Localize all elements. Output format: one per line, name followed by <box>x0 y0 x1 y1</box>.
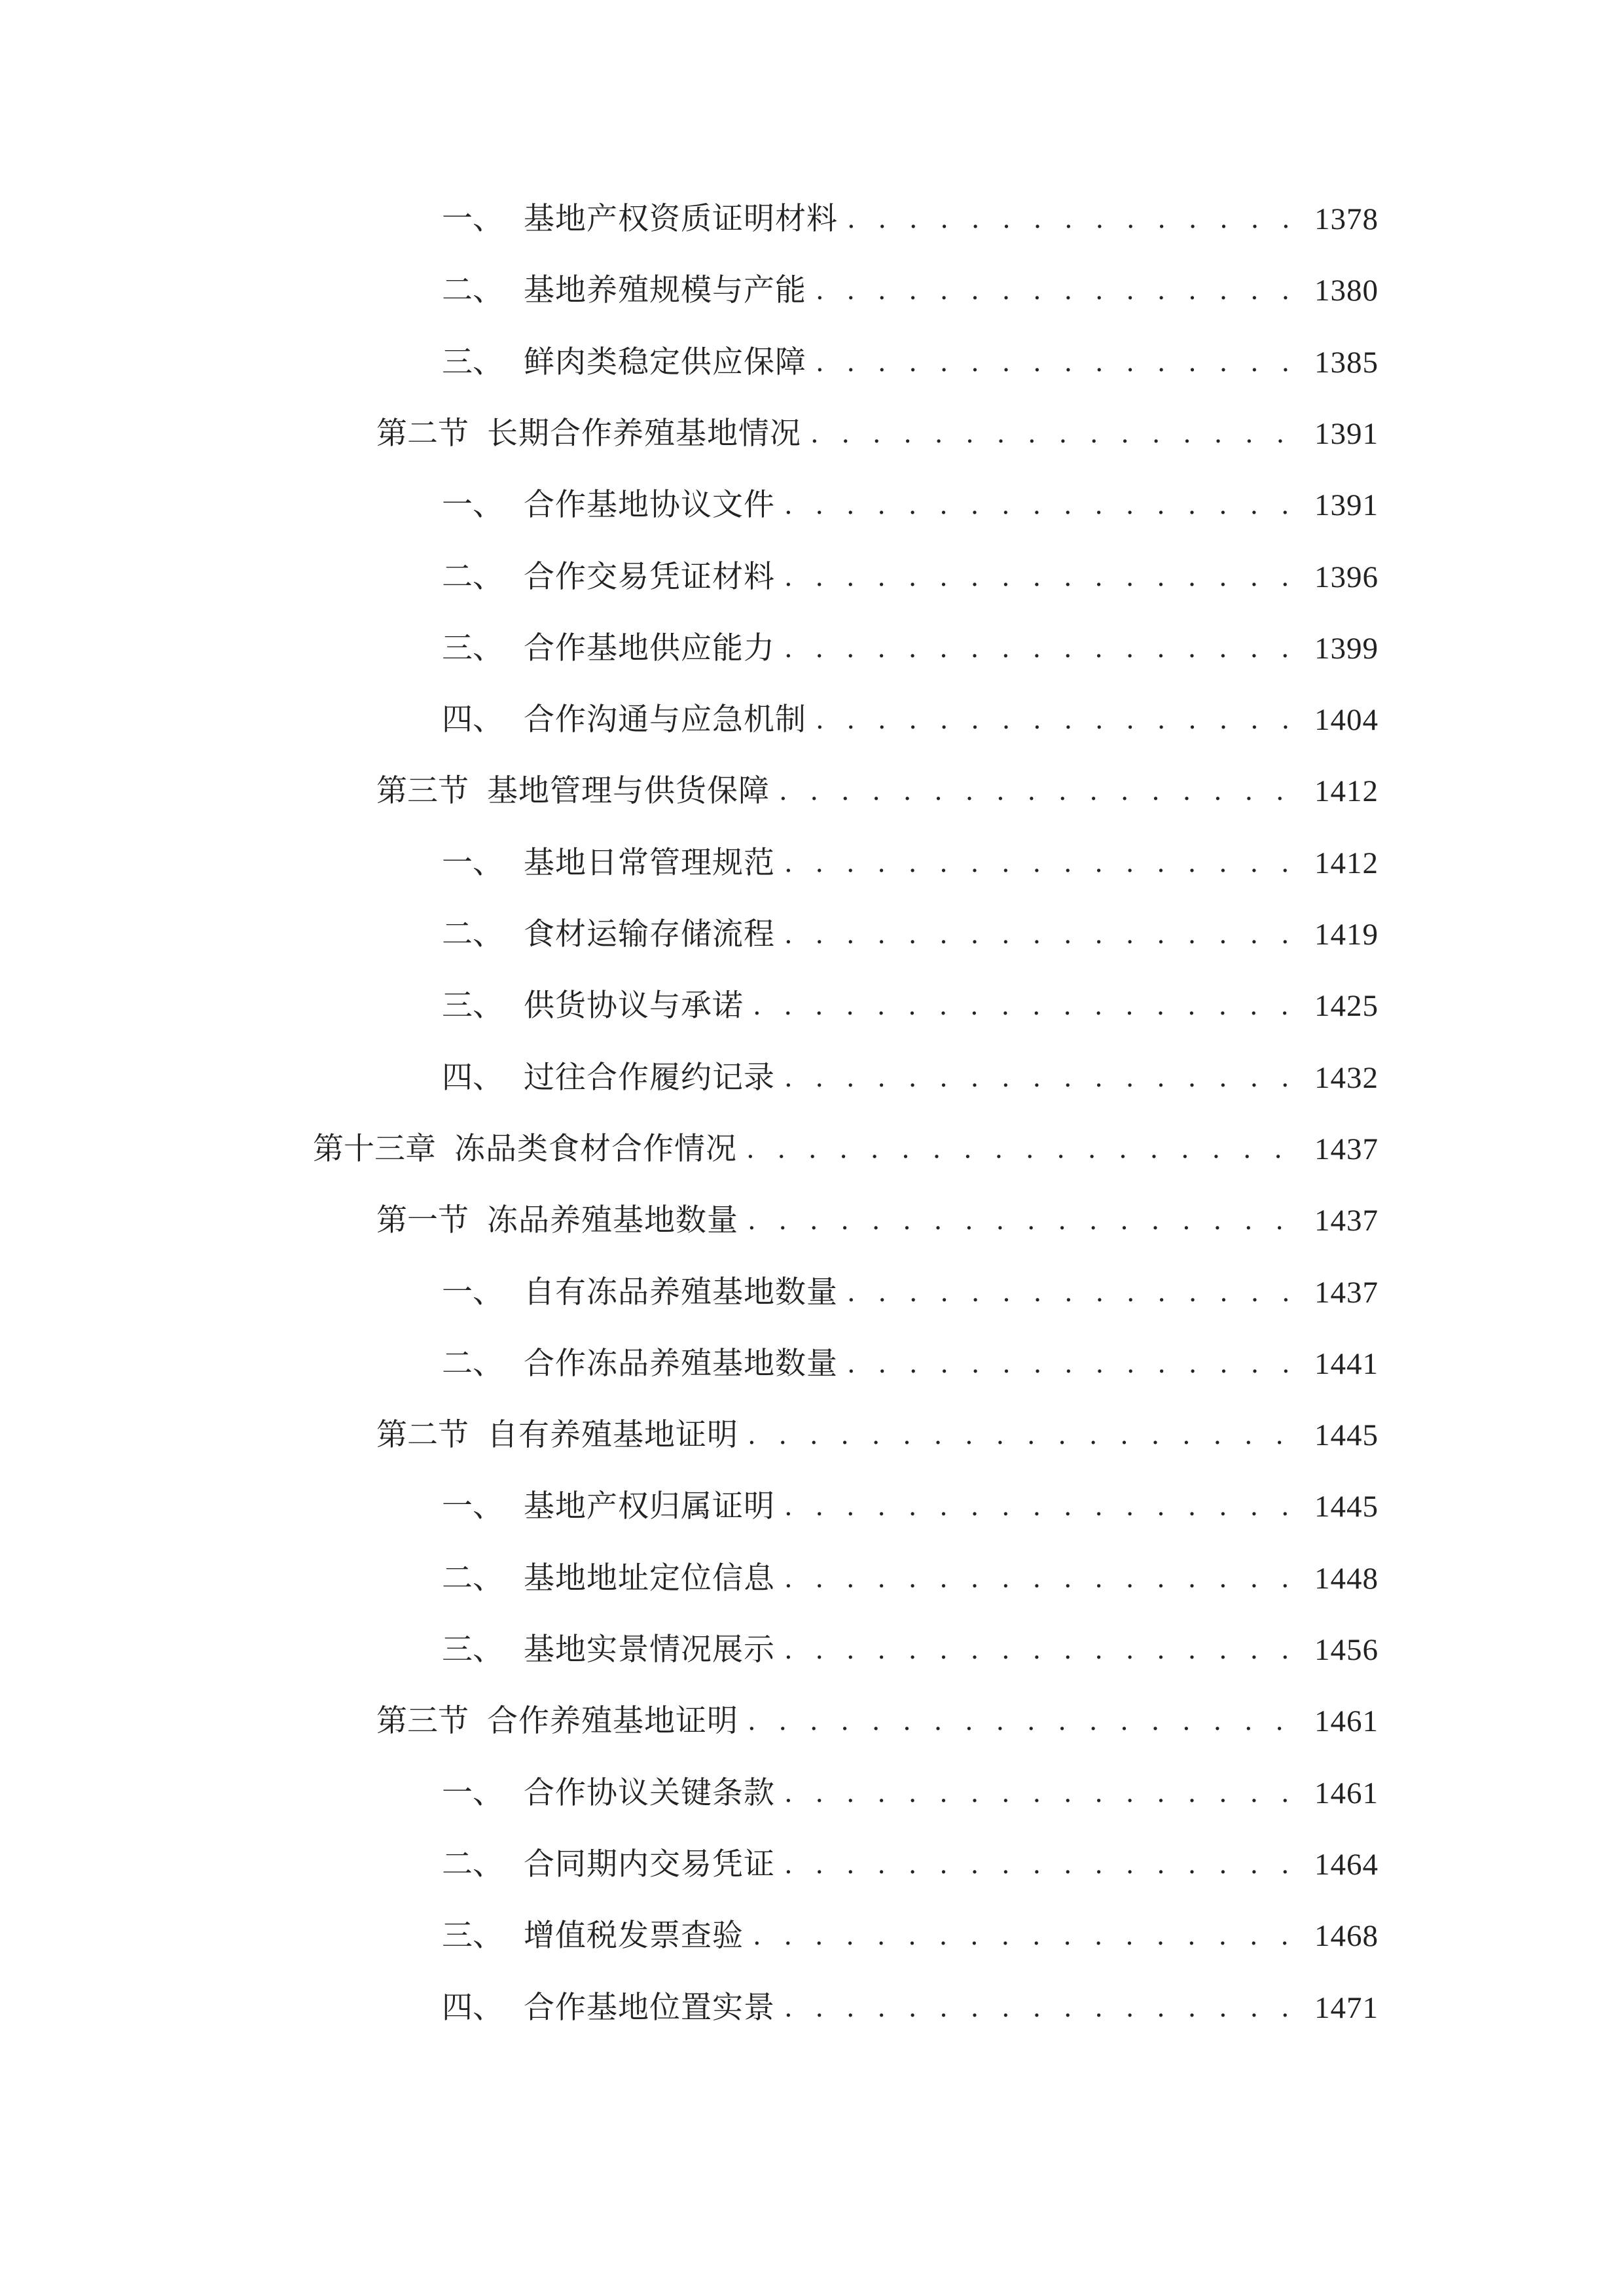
toc-entry-title: 增值税发票查验 <box>524 1918 744 1954</box>
toc-entry-title: 长期合作养殖基地情况 <box>487 416 801 452</box>
toc-dot-leader <box>816 694 1303 746</box>
toc-entry-marker: 一、 <box>442 201 503 237</box>
toc-entry-title: 冻品类食材合作情况 <box>454 1131 737 1167</box>
toc-dot-leader <box>784 622 1303 675</box>
toc-entry-title: 合同期内交易凭证 <box>524 1846 775 1882</box>
toc-entry-page-number: 1464 <box>1314 1848 1379 1882</box>
toc-entry-marker: 第一节 <box>376 1202 469 1238</box>
toc-entry-page-number: 1391 <box>1314 488 1379 522</box>
toc-dot-leader <box>753 980 1303 1032</box>
toc-entry-title: 自有养殖基地证明 <box>487 1417 738 1453</box>
toc-entry-page-number: 1461 <box>1314 1704 1379 1738</box>
toc-entry[interactable] <box>442 551 1379 603</box>
toc-entry[interactable] <box>442 1480 1379 1533</box>
toc-entry[interactable] <box>313 1123 1379 1175</box>
toc-entry-page-number: 1404 <box>1314 703 1379 737</box>
toc-entry[interactable] <box>442 1839 1379 1891</box>
toc-entry-page-number: 1468 <box>1314 1919 1379 1953</box>
toc-entry-title: 合作协议关键条款 <box>524 1775 775 1811</box>
toc-entry[interactable] <box>442 1052 1379 1104</box>
toc-entry-marker: 二、 <box>442 559 503 595</box>
toc-entry[interactable] <box>442 980 1379 1032</box>
toc-entry-marker: 第十三章 <box>313 1131 436 1167</box>
toc-entry-marker: 三、 <box>442 1918 503 1954</box>
toc-entry-title: 合作沟通与应急机制 <box>524 702 806 738</box>
toc-dot-leader <box>784 551 1303 603</box>
toc-entry-page-number: 1425 <box>1314 989 1379 1023</box>
toc-entry-marker: 三、 <box>442 344 503 380</box>
toc-entry-page-number: 1396 <box>1314 560 1379 594</box>
toc-entry-marker: 第三节 <box>376 773 469 809</box>
toc-entry-title: 基地产权归属证明 <box>524 1488 775 1524</box>
toc-entry[interactable] <box>376 1194 1379 1247</box>
toc-entry-title: 过往合作履约记录 <box>524 1060 775 1096</box>
toc-dot-leader <box>779 765 1303 817</box>
toc-entry-marker: 第三节 <box>376 1703 469 1739</box>
toc-entry[interactable] <box>442 908 1379 961</box>
toc-entry[interactable] <box>442 622 1379 675</box>
toc-entry-page-number: 1432 <box>1314 1061 1379 1095</box>
toc-entry[interactable] <box>442 1338 1379 1390</box>
toc-dot-leader <box>784 1767 1303 1820</box>
toc-dot-leader <box>784 1624 1303 1676</box>
toc-entry-page-number: 1385 <box>1314 346 1379 380</box>
toc-dot-leader <box>753 1910 1303 1962</box>
toc-entry-marker: 一、 <box>442 1274 503 1310</box>
toc-entry-page-number: 1437 <box>1314 1204 1379 1238</box>
toc-dot-leader <box>784 1839 1303 1891</box>
toc-entry[interactable] <box>442 1767 1379 1820</box>
toc-entry[interactable] <box>442 1266 1379 1319</box>
toc-dot-leader <box>748 1194 1303 1247</box>
toc-entry-marker: 一、 <box>442 1488 503 1524</box>
toc-dot-leader <box>784 1480 1303 1533</box>
toc-entry-title: 基地实景情况展示 <box>524 1632 775 1668</box>
toc-entry-title: 基地产权资质证明材料 <box>524 201 838 237</box>
toc-entry-title: 冻品养殖基地数量 <box>487 1202 738 1238</box>
toc-entry-title: 合作养殖基地证明 <box>487 1703 738 1739</box>
toc-entry-page-number: 1437 <box>1314 1132 1379 1166</box>
toc-dot-leader <box>816 336 1303 389</box>
toc-entry[interactable] <box>442 479 1379 531</box>
toc-dot-leader <box>748 1409 1303 1462</box>
toc-entry-title: 基地地址定位信息 <box>524 1560 775 1596</box>
toc-dot-leader <box>847 193 1303 245</box>
toc-entry-marker: 一、 <box>442 487 503 523</box>
toc-entry-marker: 二、 <box>442 1846 503 1882</box>
toc-entry-page-number: 1437 <box>1314 1276 1379 1310</box>
toc-entry-title: 合作基地供应能力 <box>524 630 775 666</box>
toc-entry-page-number: 1445 <box>1314 1418 1379 1452</box>
toc-entry[interactable] <box>442 264 1379 317</box>
toc-dot-leader <box>847 1266 1303 1319</box>
toc-entry-page-number: 1456 <box>1314 1633 1379 1667</box>
toc-entry-page-number: 1441 <box>1314 1347 1379 1381</box>
toc-entry-page-number: 1380 <box>1314 274 1379 308</box>
toc-entry-marker: 二、 <box>442 1560 503 1596</box>
toc-dot-leader <box>748 1695 1303 1748</box>
toc-dot-leader <box>784 1982 1303 2034</box>
toc-entry-marker: 第二节 <box>376 416 469 452</box>
toc-entry-marker: 四、 <box>442 702 503 738</box>
toc-entry-title: 基地日常管理规范 <box>524 845 775 881</box>
toc-entry-title: 鲜肉类稳定供应保障 <box>524 344 806 380</box>
toc-dot-leader <box>784 837 1303 889</box>
toc-entry-title: 合作交易凭证材料 <box>524 559 775 595</box>
toc-entry-title: 合作基地协议文件 <box>524 487 775 523</box>
toc-entry[interactable] <box>442 1910 1379 1962</box>
toc-entry[interactable] <box>442 336 1379 389</box>
toc-entry-title: 供货协议与承诺 <box>524 988 744 1024</box>
toc-entry-title: 基地养殖规模与产能 <box>524 272 806 308</box>
toc-dot-leader <box>810 408 1303 460</box>
toc-entry-page-number: 1419 <box>1314 918 1379 952</box>
toc-entry-marker: 一、 <box>442 845 503 881</box>
toc-entry-title: 食材运输存储流程 <box>524 916 775 952</box>
toc-dot-leader <box>784 479 1303 531</box>
toc-entry-page-number: 1391 <box>1314 417 1379 451</box>
toc-entry-page-number: 1378 <box>1314 202 1379 236</box>
toc-entry[interactable] <box>376 1409 1379 1462</box>
toc-entry-page-number: 1412 <box>1314 846 1379 880</box>
toc-entry-title: 基地管理与供货保障 <box>487 773 770 809</box>
toc-dot-leader <box>746 1123 1303 1175</box>
toc-dot-leader <box>784 908 1303 961</box>
toc-entry-page-number: 1445 <box>1314 1490 1379 1524</box>
toc-entry-marker: 第二节 <box>376 1417 469 1453</box>
toc-entry-marker: 三、 <box>442 1632 503 1668</box>
toc-entry-page-number: 1399 <box>1314 632 1379 666</box>
toc-dot-leader <box>816 264 1303 317</box>
toc-dot-leader <box>784 1552 1303 1605</box>
toc-entry[interactable] <box>376 1695 1379 1748</box>
toc-entry-marker: 四、 <box>442 1990 503 2026</box>
toc-entry[interactable] <box>442 1982 1379 2034</box>
toc-entry-page-number: 1448 <box>1314 1562 1379 1596</box>
toc-entry-marker: 三、 <box>442 630 503 666</box>
toc-dot-leader <box>784 1052 1303 1104</box>
toc-entry[interactable] <box>442 193 1379 245</box>
toc-entry-marker: 四、 <box>442 1060 503 1096</box>
toc-entry[interactable] <box>442 694 1379 746</box>
toc-entry[interactable] <box>442 1624 1379 1676</box>
toc-entry-marker: 一、 <box>442 1775 503 1811</box>
toc-entry[interactable] <box>376 408 1379 460</box>
toc-entry[interactable] <box>442 1552 1379 1605</box>
toc-entry-page-number: 1461 <box>1314 1776 1379 1810</box>
toc-entry-marker: 三、 <box>442 988 503 1024</box>
toc-entry-title: 合作冻品养殖基地数量 <box>524 1346 838 1382</box>
toc-entry-marker: 二、 <box>442 916 503 952</box>
toc-entry[interactable] <box>442 837 1379 889</box>
toc-entry-page-number: 1412 <box>1314 774 1379 808</box>
toc-entry-page-number: 1471 <box>1314 1991 1379 2025</box>
toc-entry-marker: 二、 <box>442 272 503 308</box>
toc-entry-title: 合作基地位置实景 <box>524 1990 775 2026</box>
toc-dot-leader <box>847 1338 1303 1390</box>
toc-entry[interactable] <box>376 765 1379 817</box>
toc-entry-title: 自有冻品养殖基地数量 <box>524 1274 838 1310</box>
toc-entry-marker: 二、 <box>442 1346 503 1382</box>
